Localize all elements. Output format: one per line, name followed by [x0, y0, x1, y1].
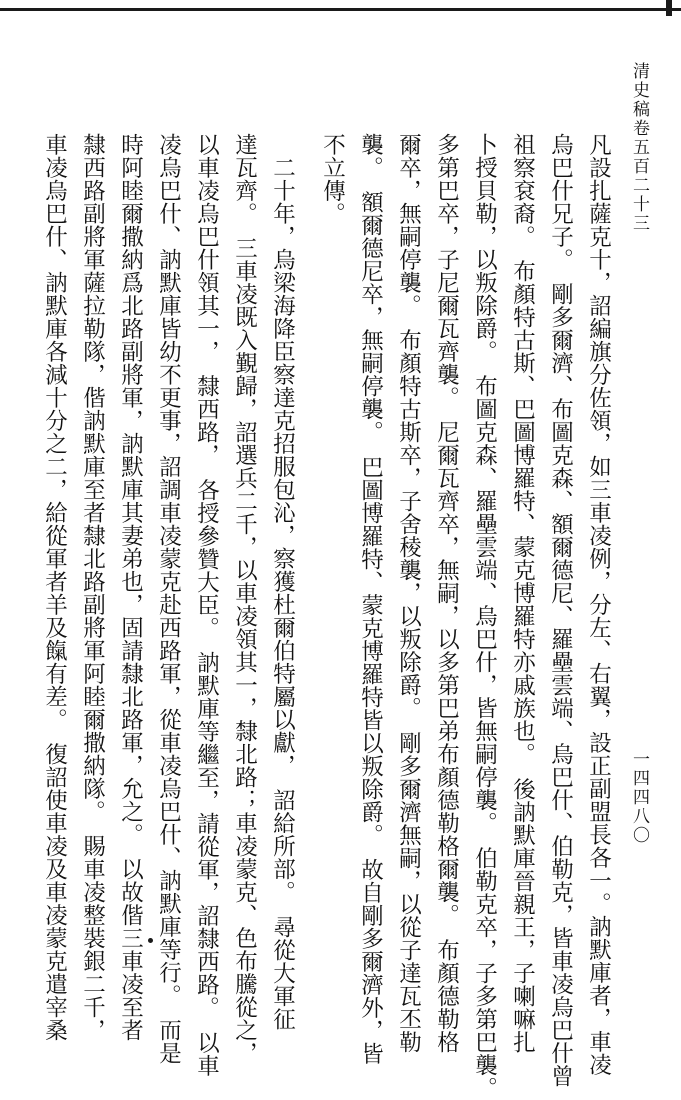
text-column: 時阿睦爾撒納爲北路副將軍，訥默庫其妻弟也，固請隸北路軍，允之。 以故偕三車凌至者 — [117, 133, 144, 1042]
top-border-rule — [0, 8, 681, 11]
text-column: 凡設扎薩克十，詔編旗分佐領，如三車凌例，分左、右翼，設正副盟長各一。訥默庫者，車凌 — [585, 133, 612, 1076]
text-column: 達瓦齊。 三車凌既入覲歸，詔選兵二千，以車凌領其一，隸北路；車凌蒙克、色布騰從之， — [231, 133, 258, 1065]
book-title: 清史稿卷五百二十三 — [629, 62, 649, 233]
text-column: 卜授貝勒，以叛除爵。 布圖克森、羅壘雲端、烏巴什，皆無嗣停襲。 伯勒克卒，子多第巴襲。 — [471, 133, 498, 1100]
text-column: 烏巴什兄子。 剛多爾濟、布圖克森、額爾德尼、羅壘雲端、烏巴什、伯勒克，皆車凌烏巴什曾 — [547, 133, 574, 1088]
corner-mark — [666, 0, 672, 16]
text-column: 二十年，烏梁海降臣察達克招服包沁，察獲杜爾伯特屬以獻， 詔給所部。 尋從大軍征 — [269, 133, 296, 1031]
page-number: 一四四八〇 — [629, 750, 649, 845]
ink-dot — [148, 938, 153, 943]
text-column: 祖察袞裔。 布顏特古斯、巴圖博羅特、蒙克博羅特亦戚族也。 後訥默庫晉親王，子喇嘛扎 — [509, 133, 536, 1054]
text-column: 隸西路副將軍薩拉勒隊，偕訥默庫至者隸北路副將軍阿睦爾撒納隊。 賜車凌整裝銀二千， — [79, 133, 106, 1042]
text-column: 以車凌烏巴什領其一， 隸西路， 各授參贊大臣。 訥默庫等繼至，請從軍，詔隸西路。 以車 — [193, 133, 220, 1077]
text-column: 多第巴卒，子尼爾瓦齊襲。 尼爾瓦齊卒，無嗣，以多第巴弟布顏德勒格爾襲。 布顏德勒格 — [433, 133, 460, 1054]
text-column: 車凌烏巴什、訥默庫各減十分之二，給從軍者羊及餼有差。 復詔使車凌及車凌蒙克遣宰桑 — [41, 133, 68, 1042]
text-column: 襲。 額爾德尼卒，無嗣停襲。 巴圖博羅特、蒙克博羅特皆以叛除爵。 故自剛多爾濟外，皆 — [357, 133, 384, 1066]
text-column: 凌烏巴什、訥默庫皆幼不更事，詔調車凌蒙克赴西路軍，從車凌烏巴什、訥默庫等行。 而是 — [155, 133, 182, 1065]
text-column: 不立傳。 — [319, 133, 346, 225]
text-column: 爾卒，無嗣停襲。 布顏特古斯卒，子舍稜襲，以叛除爵。 剛多爾濟無嗣，以從子達瓦丕勒 — [395, 133, 422, 1054]
